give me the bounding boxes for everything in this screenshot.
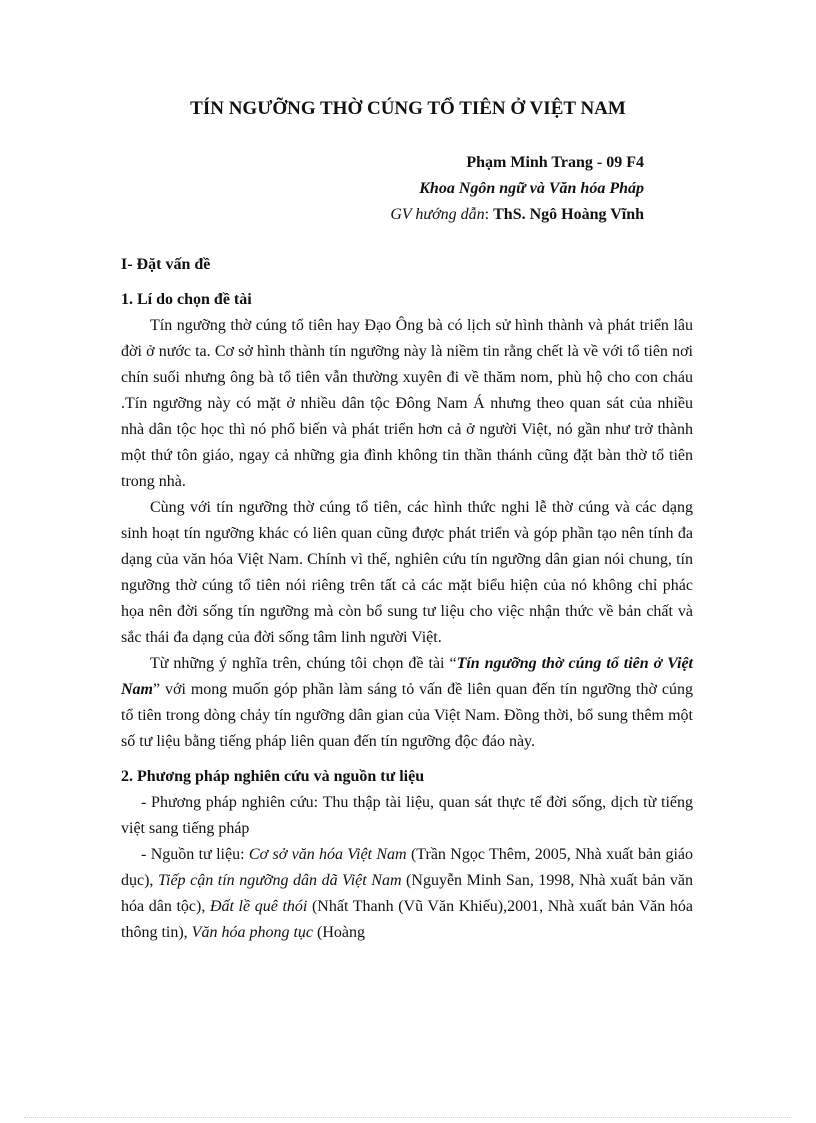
document-body: [121, 287, 693, 946]
paragraph-1: Tín ngưỡng thờ cúng tổ tiên hay Đạo Ông bà có lịch sử hình thành và phát triển lâu đời ở nước ta. Cơ sở hình thành tín ngưỡng này là niềm tin rằng chết là về với tổ tiên nơi chín suối nhưng ông bà tổ tiên vẫn thường xuyên đi về thăm nom, phù hộ cho con cháu .Tín ngưỡng này có mặt ở nhiều dân tộc Đông Nam Á nhưng theo quan sát của nhiều nhà dân tộc học thì nó phổ biến và phát triển hơn cả ở người Việt, nó gần như trở thành một thứ tôn giáo, ngay cả những gia đình không tin thần thánh cũng đặt bàn thờ tổ tiên trong nhà.: [121, 317, 693, 490]
section-1-heading-block: [121, 252, 693, 278]
advisor-label: GV hướng dẫn: [390, 206, 485, 223]
topic-title: Tín ngưỡng thờ cúng tổ tiên ở Việt Nam: [121, 655, 693, 698]
section-heading: I- Đặt vấn đề: [121, 256, 211, 273]
paragraph-2: Cùng với tín ngưỡng thờ cúng tổ tiên, các hình thức nghi lễ thờ cúng và các dạng sinh hoạt tín ngưỡng khác có liên quan cũng được phát triển và góp phần tạo nên tính đa dạng của văn hóa Việt Nam. Chính vì thế, nghiên cứu tín ngưỡng dân gian nói chung, tín ngưỡng thờ cúng tổ tiên nói riêng trên tất cả các mặt biểu hiện của nó không chỉ phác họa nên đời sống tín ngưỡng mà còn bổ sung tư liệu cho việc nhận thức về bản chất và sắc thái đa dạng của đời sống tâm linh người Việt.: [121, 499, 693, 646]
book-title-2: Tiếp cận tín ngưỡng dân dã Việt Nam: [157, 872, 402, 889]
page-bottom-divider: [24, 1117, 792, 1118]
paragraph-3-rest: ” với mong muốn góp phần làm sáng tỏ vấn đề liên quan đến tín ngưỡng thờ cúng tổ tiên trong dòng chảy tín ngưỡng dân gian của Việt Nam. Đồng thời, bổ sung thêm một số tư liệu bằng tiếng pháp liên quan đến tín ngưỡng độc đáo này.: [121, 681, 693, 750]
paragraph-3-intro: Từ những ý nghĩa trên, chúng tôi chọn đề tài “: [150, 655, 457, 672]
book-title-4: Văn hóa phong tục: [191, 924, 313, 941]
book-title-3: Đất lề quê thói: [209, 898, 308, 915]
book-info-1: (Trần Ngọc Thêm, 2005, Nhà xuất bản giáo dục),: [121, 846, 693, 889]
author-name: Phạm Minh Trang - 09 F4: [466, 154, 644, 171]
subsection-heading-reasons: 1. Lí do chọn đề tài: [121, 291, 252, 308]
book-info-3: (Nhất Thanh (Vũ Văn Khiếu),2001, Nhà xuất bản Văn hóa thông tin),: [121, 898, 694, 941]
document-title: TÍN NGƯỠNG THỜ CÚNG TỔ TIÊN Ở VIỆT NAM: [190, 98, 626, 119]
paragraph-3: [121, 651, 693, 755]
book-title-1: Cơ sở văn hóa Việt Nam: [248, 846, 407, 863]
subsection-heading-methods: 2. Phương pháp nghiên cứu và nguồn tư liệu: [121, 768, 425, 785]
book-info-4: (Hoàng: [313, 924, 365, 941]
author-faculty: Khoa Ngôn ngữ và Văn hóa Pháp: [419, 180, 644, 197]
advisor-separator: :: [484, 206, 494, 223]
author-block: [390, 150, 644, 228]
advisor-line: [390, 202, 644, 228]
method-item: - Phương pháp nghiên cứu: Thu thập tài liệu, quan sát thực tế đời sống, dịch từ tiếng việt sang tiếng pháp: [121, 794, 693, 837]
book-info-2: (Nguyễn Minh San, 1998, Nhà xuất bản văn hóa dân tộc),: [121, 872, 693, 915]
advisor-name: ThS. Ngô Hoàng Vĩnh: [493, 206, 644, 223]
sources-item: [121, 842, 693, 946]
sources-lead: - Nguồn tư liệu:: [141, 846, 249, 863]
